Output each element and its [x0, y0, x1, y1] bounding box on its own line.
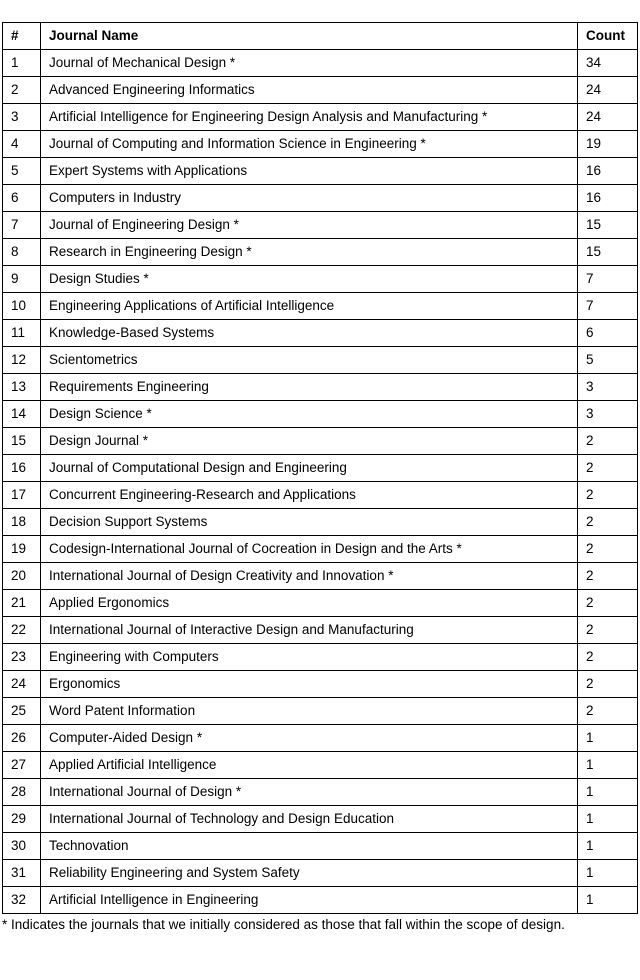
count-cell: 19 — [578, 131, 638, 158]
rank-cell: 21 — [3, 590, 41, 617]
count-cell: 2 — [578, 536, 638, 563]
count-cell: 2 — [578, 428, 638, 455]
table-row — [3, 671, 638, 698]
rank-cell: 30 — [3, 833, 41, 860]
count-cell: 2 — [578, 509, 638, 536]
journal-name-cell: Journal of Mechanical Design * — [41, 50, 578, 77]
journal-name-cell: Design Studies * — [41, 266, 578, 293]
journal-name-cell: International Journal of Technology and Design Education — [41, 806, 578, 833]
journal-name-cell: Expert Systems with Applications — [41, 158, 578, 185]
journal-name-cell: Computer-Aided Design * — [41, 725, 578, 752]
table-row — [3, 131, 638, 158]
count-cell: 7 — [578, 266, 638, 293]
journal-name-cell: Knowledge-Based Systems — [41, 320, 578, 347]
table-row — [3, 212, 638, 239]
header-row — [3, 23, 638, 50]
rank-cell: 13 — [3, 374, 41, 401]
count-cell: 2 — [578, 563, 638, 590]
table-row — [3, 833, 638, 860]
journal-name-cell: Advanced Engineering Informatics — [41, 77, 578, 104]
rank-cell: 20 — [3, 563, 41, 590]
table-row — [3, 806, 638, 833]
rank-cell: 6 — [3, 185, 41, 212]
rank-cell: 19 — [3, 536, 41, 563]
rank-cell: 1 — [3, 50, 41, 77]
journal-name-cell: Research in Engineering Design * — [41, 239, 578, 266]
table-row — [3, 104, 638, 131]
count-cell: 1 — [578, 725, 638, 752]
rank-cell: 8 — [3, 239, 41, 266]
count-cell: 1 — [578, 860, 638, 887]
count-cell: 15 — [578, 239, 638, 266]
count-cell: 7 — [578, 293, 638, 320]
count-cell: 16 — [578, 185, 638, 212]
count-cell: 1 — [578, 833, 638, 860]
journal-name-cell: Artificial Intelligence in Engineering — [41, 887, 578, 914]
table-row — [3, 779, 638, 806]
count-cell: 1 — [578, 779, 638, 806]
table-row — [3, 887, 638, 914]
count-cell: 1 — [578, 752, 638, 779]
count-cell: 3 — [578, 401, 638, 428]
journal-name-cell: International Journal of Design * — [41, 779, 578, 806]
count-cell: 34 — [578, 50, 638, 77]
count-cell: 2 — [578, 698, 638, 725]
journal-name-cell: Journal of Computational Design and Engineering — [41, 455, 578, 482]
rank-cell: 22 — [3, 617, 41, 644]
table-row — [3, 752, 638, 779]
table-header — [3, 23, 638, 50]
count-cell: 1 — [578, 806, 638, 833]
paper-page — [0, 22, 640, 980]
table-row — [3, 536, 638, 563]
journal-name-cell: Concurrent Engineering-Research and Applications — [41, 482, 578, 509]
rank-cell: 14 — [3, 401, 41, 428]
table-row — [3, 239, 638, 266]
journal-name-cell: Journal of Computing and Information Science in Engineering * — [41, 131, 578, 158]
table-row — [3, 428, 638, 455]
journal-name-cell: Applied Artificial Intelligence — [41, 752, 578, 779]
table-row — [3, 50, 638, 77]
count-cell: 16 — [578, 158, 638, 185]
table-body — [3, 50, 638, 914]
count-cell: 2 — [578, 590, 638, 617]
header-count: Count — [578, 23, 638, 50]
count-cell: 1 — [578, 887, 638, 914]
rank-cell: 25 — [3, 698, 41, 725]
journal-name-cell: International Journal of Design Creativity and Innovation * — [41, 563, 578, 590]
rank-cell: 31 — [3, 860, 41, 887]
table-row — [3, 725, 638, 752]
table-row — [3, 698, 638, 725]
rank-cell: 28 — [3, 779, 41, 806]
table-row — [3, 158, 638, 185]
count-cell: 24 — [578, 77, 638, 104]
journal-name-cell: Applied Ergonomics — [41, 590, 578, 617]
journal-name-cell: Engineering with Computers — [41, 644, 578, 671]
journal-name-cell: Engineering Applications of Artificial Intelligence — [41, 293, 578, 320]
rank-cell: 32 — [3, 887, 41, 914]
table-row — [3, 860, 638, 887]
journal-name-cell: Design Journal * — [41, 428, 578, 455]
rank-cell: 5 — [3, 158, 41, 185]
table-row — [3, 617, 638, 644]
journal-name-cell: Ergonomics — [41, 671, 578, 698]
rank-cell: 15 — [3, 428, 41, 455]
count-cell: 5 — [578, 347, 638, 374]
rank-cell: 26 — [3, 725, 41, 752]
table-row — [3, 401, 638, 428]
rank-cell: 16 — [3, 455, 41, 482]
rank-cell: 4 — [3, 131, 41, 158]
table-row — [3, 347, 638, 374]
journal-name-cell: International Journal of Interactive Design and Manufacturing — [41, 617, 578, 644]
rank-cell: 9 — [3, 266, 41, 293]
count-cell: 2 — [578, 455, 638, 482]
rank-cell: 2 — [3, 77, 41, 104]
table-row — [3, 563, 638, 590]
journal-name-cell: Reliability Engineering and System Safety — [41, 860, 578, 887]
journal-frequency-table — [2, 22, 638, 914]
rank-cell: 17 — [3, 482, 41, 509]
count-cell: 24 — [578, 104, 638, 131]
count-cell: 15 — [578, 212, 638, 239]
count-cell: 2 — [578, 671, 638, 698]
table-row — [3, 320, 638, 347]
table-row — [3, 374, 638, 401]
rank-cell: 7 — [3, 212, 41, 239]
journal-name-cell: Artificial Intelligence for Engineering Design Analysis and Manufacturing * — [41, 104, 578, 131]
header-rank: # — [3, 23, 41, 50]
count-cell: 2 — [578, 617, 638, 644]
count-cell: 3 — [578, 374, 638, 401]
journal-name-cell: Design Science * — [41, 401, 578, 428]
rank-cell: 18 — [3, 509, 41, 536]
journal-name-cell: Codesign-International Journal of Cocreation in Design and the Arts * — [41, 536, 578, 563]
table-row — [3, 266, 638, 293]
journal-name-cell: Scientometrics — [41, 347, 578, 374]
rank-cell: 23 — [3, 644, 41, 671]
count-cell: 6 — [578, 320, 638, 347]
header-journal-name: Journal Name — [41, 23, 578, 50]
journal-name-cell: Journal of Engineering Design * — [41, 212, 578, 239]
rank-cell: 29 — [3, 806, 41, 833]
count-cell: 2 — [578, 644, 638, 671]
table-row — [3, 509, 638, 536]
rank-cell: 10 — [3, 293, 41, 320]
rank-cell: 12 — [3, 347, 41, 374]
rank-cell: 24 — [3, 671, 41, 698]
rank-cell: 27 — [3, 752, 41, 779]
journal-name-cell: Word Patent Information — [41, 698, 578, 725]
journal-name-cell: Technovation — [41, 833, 578, 860]
table-row — [3, 293, 638, 320]
count-cell: 2 — [578, 482, 638, 509]
table-row — [3, 77, 638, 104]
rank-cell: 3 — [3, 104, 41, 131]
table-row — [3, 482, 638, 509]
table-row — [3, 590, 638, 617]
rank-cell: 11 — [3, 320, 41, 347]
journal-name-cell: Requirements Engineering — [41, 374, 578, 401]
table-footnote: * Indicates the journals that we initially considered as those that fall within the scope of design. — [2, 917, 565, 932]
table-row — [3, 185, 638, 212]
journal-name-cell: Computers in Industry — [41, 185, 578, 212]
journal-name-cell: Decision Support Systems — [41, 509, 578, 536]
table-row — [3, 455, 638, 482]
table-row — [3, 644, 638, 671]
